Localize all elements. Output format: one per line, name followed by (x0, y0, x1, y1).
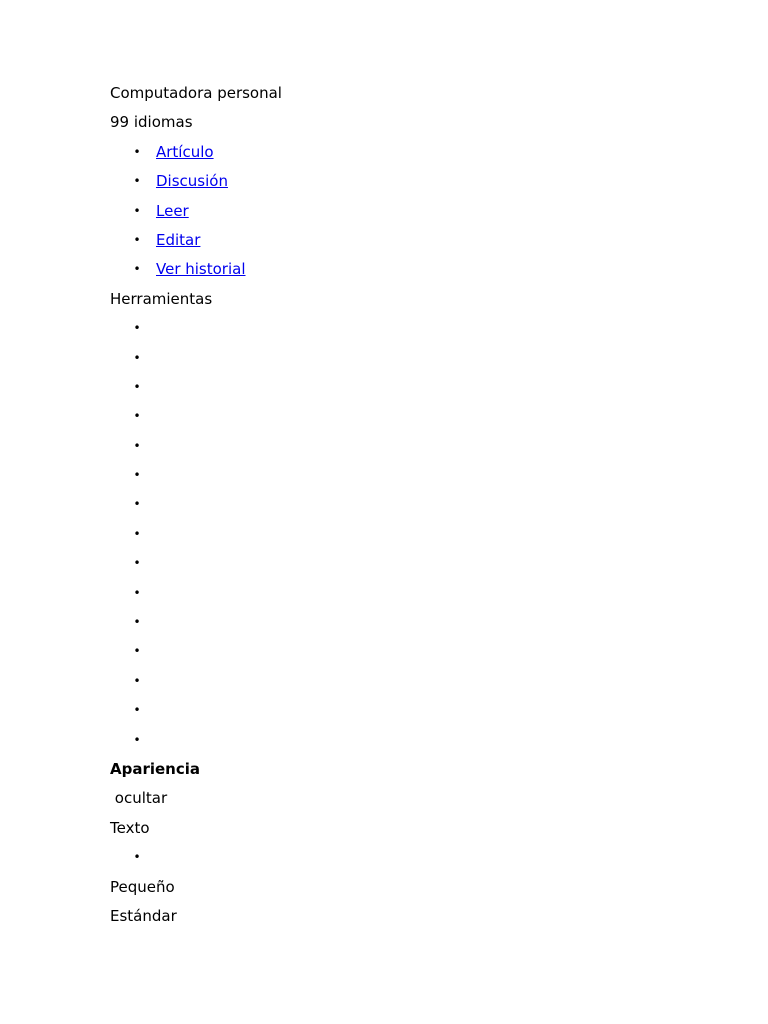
tools-list-item[interactable] (110, 494, 730, 523)
tools-menu-label[interactable]: Herramientas (110, 289, 213, 308)
tools-list-item[interactable] (110, 377, 730, 406)
bullet: • (133, 615, 141, 630)
tools-list-item[interactable] (110, 318, 730, 347)
tools-list-item[interactable] (110, 465, 730, 494)
tab-edit-link[interactable]: Editar (156, 230, 201, 249)
languages-button[interactable]: 99 idiomas (110, 113, 193, 132)
tools-list-item[interactable] (110, 671, 730, 700)
tab-history-link[interactable]: Ver historial (156, 260, 246, 279)
tools-list-item[interactable] (110, 436, 730, 465)
tools-list-item[interactable] (110, 524, 730, 553)
bullet: • (133, 732, 141, 747)
bullet: • (133, 262, 141, 277)
tools-list (110, 318, 730, 759)
text-size-list (110, 847, 730, 876)
text-size-option-small[interactable]: Pequeño (110, 877, 175, 896)
tools-list-item[interactable] (110, 348, 730, 377)
text-size-option-standard[interactable]: Estándar (110, 906, 177, 925)
bullet: • (133, 438, 141, 453)
tools-list-item[interactable] (110, 641, 730, 670)
tab-article-link[interactable]: Artículo (156, 142, 214, 161)
bullet: • (133, 585, 141, 600)
page-title: Computadora personal (110, 84, 282, 102)
bullet: • (133, 174, 141, 189)
tab-discussion-link[interactable]: Discusión (156, 172, 228, 191)
tools-list-item[interactable] (110, 700, 730, 729)
bullet: • (133, 644, 141, 659)
bullet: • (133, 673, 141, 688)
bullet: • (133, 379, 141, 394)
bullet: • (133, 556, 141, 571)
tools-list-item[interactable] (110, 612, 730, 641)
bullet: • (133, 468, 141, 483)
text-size-list-item (110, 847, 730, 876)
bullet: • (133, 409, 141, 424)
appearance-heading: Apariencia (110, 759, 201, 778)
view-tabs-list (110, 142, 730, 289)
tab-discussion (110, 171, 730, 200)
tools-list-item[interactable] (110, 730, 730, 759)
bullet: • (133, 497, 141, 512)
bullet: • (133, 526, 141, 541)
tab-article (110, 142, 730, 171)
text-size-label: Texto (110, 818, 150, 837)
bullet: • (133, 232, 141, 247)
tab-history (110, 259, 730, 288)
tools-list-item[interactable] (110, 583, 730, 612)
bullet: • (133, 703, 141, 718)
bullet: • (133, 144, 141, 159)
tools-list-item[interactable] (110, 553, 730, 582)
bullet: • (133, 350, 141, 365)
bullet: • (133, 850, 141, 865)
tools-list-item[interactable] (110, 406, 730, 435)
tab-edit (110, 230, 730, 259)
tab-read (110, 201, 730, 230)
tab-read-link[interactable]: Leer (156, 201, 189, 220)
page-content (110, 83, 730, 935)
bullet: • (133, 321, 141, 336)
bullet: • (133, 203, 141, 218)
hide-appearance-button[interactable]: ocultar (110, 789, 168, 808)
